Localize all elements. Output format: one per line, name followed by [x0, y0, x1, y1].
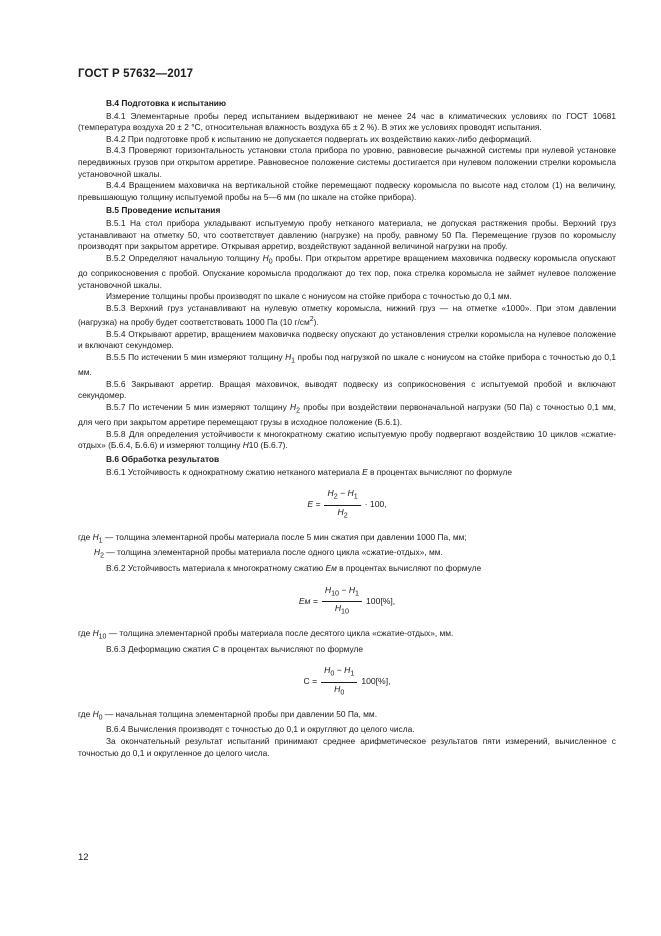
section-title-b5: В.5 Проведение испытания — [106, 205, 221, 216]
section-title-b4: В.4 Подготовка к испытанию — [106, 98, 227, 108]
paragraph-b6-5: За окончательный результат испытаний принимают среднее арифметическое результатов пяти измерений, вычисленное с точностью до 0,1 и округленное до целого числа. — [78, 736, 616, 758]
paragraph-b5-3: В.5.3 Верхний груз устанавливают на нулевую отметку коромысла, нижний груз — на отметке «1000». При этом давлении (нагрузка) на пробу будет соответствовать 1000 Па (10 $г/см^2$). — [78, 302, 616, 328]
paragraph-b5-2-note: Измерение толщины пробы производят по шкале с нониусом на стойке прибора с точностью до 0,1 мм. — [106, 291, 512, 302]
paragraph-b5-7: В.5.7 По истечении 5 мин измеряют толщину $H_2$ пробы при воздействии первоначальной нагрузки (50 Па) с точностью 0,1 мм, для чего при закрытом арретире перемещают грузы в исходное положение (Б.6.1). — [78, 401, 616, 428]
paragraph-b5-4: В.5.4 Открывают арретир, вращением маховичка подвеску опускают до установления стрелки коромысла на нулевое положение и включают секундомер. — [78, 328, 616, 351]
paragraph-b6-4: В.6.4 Вычисления производят с точностью до 0,1 и округляют до целого числа. — [106, 724, 415, 735]
paragraph-b5-2: В.5.2 Определяют начальную толщину $H_0$ пробы. При открытом арретире вращением маховичка подвеску коромысла опускают до соприкосновения с пробой. Опускание коромысла продолжают до тех пор, пока стрелка коромысла не займет нулевое положение установочной шкалы. — [78, 252, 616, 290]
paragraph-b4-2: В.4.2 При подготовке проб к испытанию не допускается подвергать их воздействию каких-либо деформаций. — [106, 133, 532, 144]
document-body — [78, 96, 616, 759]
paragraph-b5-8: В.5.8 Для определения устойчивости к многократному сжатию испытуемую пробу подвергают воздействию 10 циклов «сжатие-отдых» (Б.6.4, Б.6.6) и измеряют толщину H10 (Б.6.7). — [78, 428, 616, 451]
page-number: 12 — [78, 852, 89, 863]
document-header: ГОСТ Р 57632—2017 — [78, 68, 194, 80]
paragraph-b6-1: В.6.1 Устойчивость к однократному сжатию нетканого материала E в процентах вычисляют по формуле — [106, 466, 513, 477]
paragraph-b5-6: В.5.6 Закрывают арретир. Вращая маховичок, выводят подвеску из соприкосновения с испытуемой пробой и включают секундомер. — [78, 378, 616, 401]
where-h2: $H_2$ — толщина элементарной пробы материала после одного цикла «сжатие-отдых», мм. — [94, 547, 443, 561]
formula-c: С = $\frac{H_0 - H_1}{H_0}$ 100[%], — [78, 667, 616, 697]
paragraph-b6-2: В.6.2 Устойчивость материала к многократному сжатию Ем в процентах вычисляют по формуле — [106, 562, 482, 573]
where-h0: где $H_0$ — начальная толщина элементарной пробы при давлении 50 Па, мм. — [78, 709, 378, 722]
paragraph-b6-3: В.6.3 Деформацию сжатия С в процентах вычисляют по формуле — [106, 643, 364, 654]
paragraph-b5-1: В.5.1 На стол прибора укладывают испытуемую пробу нетканого материала, не допуская растяжения пробы. Верхний груз устанавливают на отметку 50, что соответствует давлению (нагрузке) на пробу, равному 50 Па. Перемещение грузов по коромыслу производят при закрытом арретире. Открывая арретир, воздействуют заданной величиной нагрузки на пробу. — [78, 217, 616, 252]
paragraph-b4-1: В.4.1 Элементарные пробы перед испытанием выдерживают не менее 24 час в климатических условиях по ГОСТ 10681 (температура воздуха 20 ± 2 °С, относительная влажность воздуха 65 ± 2 %). В этих же условиях проводят испытания. — [78, 110, 616, 133]
formula-em-fraction: $\frac{H_{10} - H_1}{H_{10}}$ — [322, 585, 362, 619]
formula-e: E = $\frac{H_2 - H_1}{H_2}$ · 100, — [78, 490, 616, 520]
paragraph-b5-5: В.5.5 По истечении 5 мин измеряют толщину $H_1$ пробы под нагрузкой по шкале с нониусом на стойке прибора с точностью до 0,1 мм. — [78, 351, 616, 378]
section-title-b6: В.6 Обработка результатов — [106, 454, 220, 465]
paragraph-b4-4: В.4.4 Вращением маховичка на вертикальной стойке перемещают подвеску коромысла по высоте над столом (1) на величину, превышающую толщину испытуемой пробы на 5—6 мм (по шкале на стойке прибора). — [78, 180, 616, 202]
formula-em: Ем = $\frac{H_{10} - H_1}{H_{10}}$ 100[%], — [78, 586, 616, 616]
paragraph-b4-3: В.4.3 Проверяют горизонтальность установки стола прибора по уровню, равновесие рычажной системы при нулевой установке передвижных грузов при открытом арретире. Равновесное положение системы достигается при нулевом положении стрелки коромысла установочной шкалы. — [78, 145, 616, 179]
formula-c-fraction: $\frac{H_0 - H_1}{H_0}$ — [321, 665, 357, 699]
where-h1: где $H_1$ — толщина элементарной пробы материала после 5 мин сжатия при давлении 1000 Па, мм; — [78, 532, 467, 545]
where-h10: где $H_{10}$ — толщина элементарной пробы материала после десятого цикла «сжатие-отдых», мм. — [78, 628, 454, 642]
formula-e-fraction: $\frac{H_2 - H_1}{H_2}$ — [324, 488, 360, 522]
